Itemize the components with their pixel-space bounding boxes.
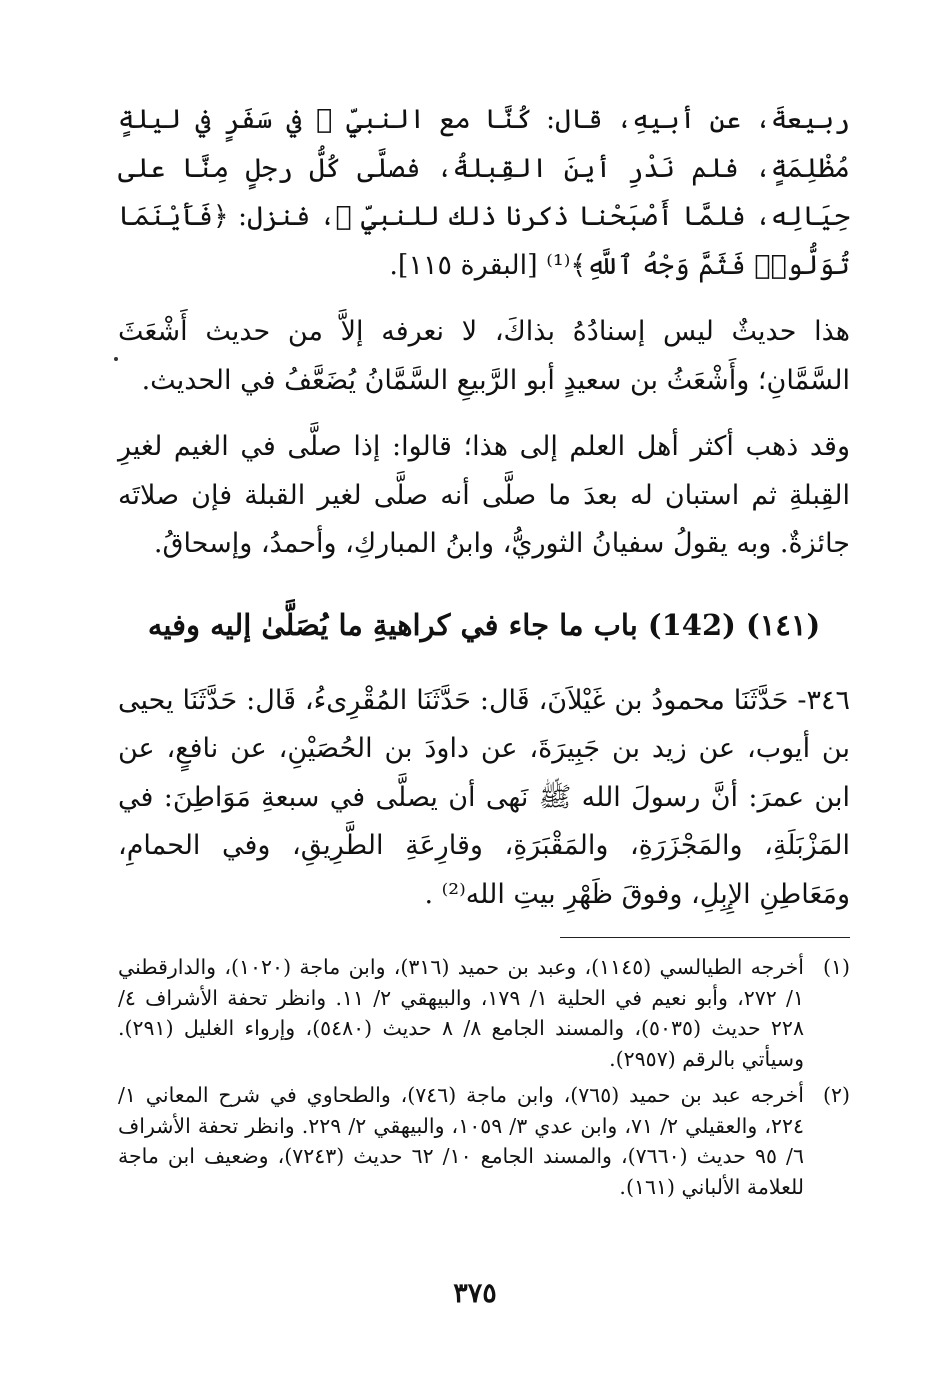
footnote-item xyxy=(118,1080,850,1202)
footnote-separator xyxy=(560,937,850,938)
footnote-item xyxy=(118,952,850,1074)
chapter-heading: (١٤١) (142) باب ما جاء في كراهيةِ ما يُصَلَّىٰ إليه وفيه xyxy=(147,607,821,642)
paragraph-scholars: وقد ذهب أكثر أهل العلم إلى هذا؛ قالوا: إذا صلَّى في الغيم لغيرِ القِبلةِ ثم استبان له بعدَ ما صلَّى أنه صلَّى لغير القبلة فإن صلاتَه جائزةٌ. وبه يقولُ سفيانُ الثوريُّ، وابنُ المباركِ، وأحمدُ، وإسحاقُ. xyxy=(118,431,850,559)
paragraph-narration: ربيعةَ، عن أبيهِ، قال: كُنَّا مع النبيِّ ﷺ في سَفَرٍ في ليلةٍ مُظْلِمَةٍ، فلم نَدْرِ أينَ القِبلةُ، فصلَّى كُلُّ رجلٍ مِنَّا على حِيَالِه، فلمَّا أَصْبَحْنا ذكرنا ذلك للنبيِّ ﷺ، فنزل: ﴿فَأَيْنَمَا تُوَلُّوا۟ فَثَمَّ وَجْهُ ٱللَّهِ﴾⁽¹⁾ [البقرة ١١٥]. xyxy=(118,104,850,281)
footnote-text: أخرجه الطيالسي (١١٤٥)، وعبد بن حميد (٣١٦)، وابن ماجة (١٠٢٠)، والدارقطني ١/ ٢٧٢، وأبو نعيم في الحلية ١/ ١٧٩، والبيهقي ٢/ ١١. وانظر تحفة الأشراف ٤/ ٢٢٨ حديث (٥٠٣٥)، والمسند الجامع ٨/ ٨ حديث (٥٤٨٠)، وإرواء الغليل (٢٩١). وسيأتي بالرقم (٢٩٥٧). xyxy=(118,955,804,1071)
footnotes xyxy=(118,952,850,1202)
page-number: ٣٧٥ xyxy=(453,1278,497,1309)
footnote-number: (٢) xyxy=(822,1083,850,1107)
page-body xyxy=(118,96,850,1384)
paragraph-grading: هذا حديثٌ ليس إسنادُهُ بذاكَ، لا نعرفه إلاَّ من حديث أَشْعَثَ السَّمَّانِ؛ وأَشْعَثُ بن سعيدٍ أبو الرَّبيعِ السَّمَّانُ يُضَعَّفُ في الحديث. xyxy=(118,316,850,396)
paragraph-hadith: ٣٤٦- حَدَّثَنَا محمودُ بن غَيْلاَنَ، قَال: حَدَّثَنَا المُقْرِىءُ، قَال: حَدَّثَنَا يحيى بن أيوب، عن زيد بن جَبِيرَةَ، عن داودَ بن الحُصَيْنِ، عن نافعٍ، عن ابن عمرَ: أنَّ رسولَ الله ﷺ نَهى أن يصلَّى في سبعةِ مَوَاطِنَ: في المَزْبَلَةِ، والمَجْزَرَةِ، والمَقْبَرَةِ، وقارِعَةِ الطَّرِيقِ، وفي الحمامِ، ومَعَاطِنِ الإِبِلِ، وفوقَ ظَهْرِ بيتِ الله⁽²⁾ . xyxy=(118,684,850,910)
footnote-number: (١) xyxy=(822,955,850,979)
footnote-text: أخرجه عبد بن حميد (٧٦٥)، وابن ماجة (٧٤٦)، والطحاوي في شرح المعاني ١/ ٢٢٤، والعقيلي ٢/ ٧١، وابن عدي ٣/ ١٠٥٩، والبيهقي ٢/ ٢٢٩. وانظر تحفة الأشراف ٦/ ٩٥ حديث (٧٦٦٠)، والمسند الجامع ١٠/ ٦٢ حديث (٧٢٤٣)، وضعيف ابن ماجة للعلامة الألباني (١٦١). xyxy=(118,1083,804,1199)
